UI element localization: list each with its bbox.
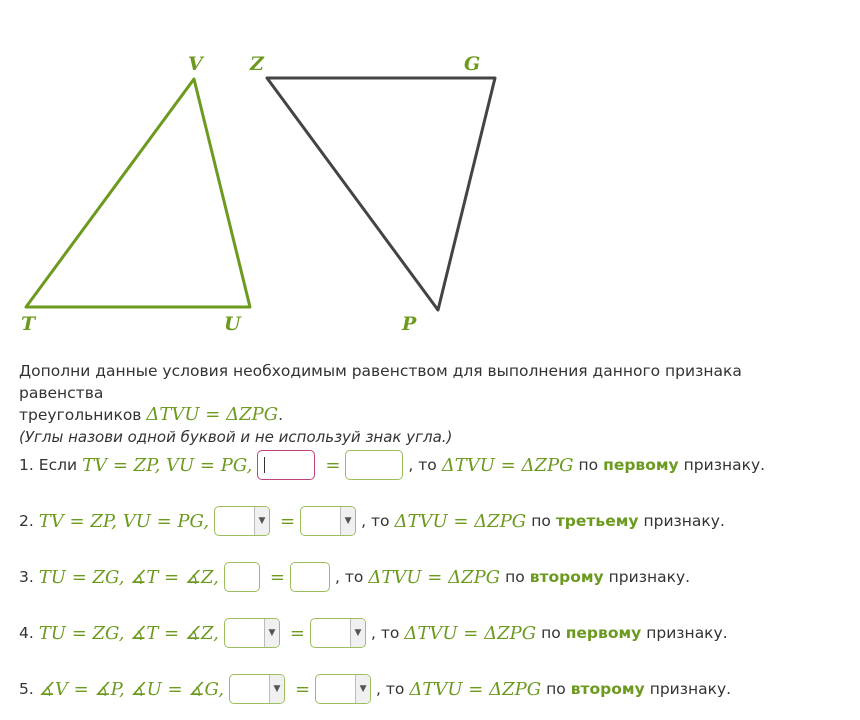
row-conditions: ∡V = ∡P, ∡U = ∡G, [38,678,224,700]
vertex-label-g: G [464,53,481,75]
equals-sign: = [280,510,296,532]
task-row-3 [19,560,695,594]
equals-sign: = [325,454,341,476]
triangle-zpg [267,78,495,310]
task-row-4 [19,616,733,650]
equals-sign: = [289,622,305,644]
row-congruence: ΔTVU = ΔZPG [368,566,501,588]
chevron-down-icon[interactable]: ▼ [264,619,279,647]
prompt-line-1: Дополни данные условия необходимым равенством для выполнения данного признака равенства [19,362,742,402]
row-tail: признаку. [646,624,728,642]
prompt-line-2 [19,404,819,426]
answer-select-left[interactable] [224,618,280,648]
row-congruence: ΔTVU = ΔZPG [404,622,537,644]
row-po: по [505,568,525,586]
triangle-tvu [26,79,250,307]
row-conditions: TU = ZG, ∡T = ∡Z, [38,622,219,644]
prompt-line-2-prefix: треугольников [19,406,142,424]
answer-select-left[interactable] [229,674,285,704]
triangles-figure [0,0,860,345]
row-criterion: первому [565,624,642,642]
row-then: , то [408,456,437,474]
answer-input-right[interactable] [290,562,330,592]
row-tail: признаку. [649,680,732,698]
row-number: 5. [19,680,34,698]
answer-select-right[interactable] [300,506,356,536]
answer-input-left[interactable] [257,450,315,480]
row-tail: признаку. [643,512,725,530]
row-congruence: ΔTVU = ΔZPG [441,454,574,476]
row-lead: Если [38,456,78,474]
task-row-2 [19,504,730,538]
answer-select-right[interactable] [310,618,366,648]
task-row-1 [19,448,770,482]
row-criterion: третьему [555,512,639,530]
equals-sign: = [294,678,311,700]
row-conditions: TV = ZP, VU = PG, [82,454,253,476]
row-tail: признаку. [608,568,691,586]
row-number: 1. [19,456,34,474]
vertex-label-z: Z [250,53,264,75]
chevron-down-icon[interactable]: ▼ [350,619,365,647]
vertex-label-t: T [21,313,36,335]
row-number: 2. [19,512,34,530]
row-then: , то [371,624,400,642]
answer-select-right[interactable] [315,674,371,704]
row-number: 3. [19,568,34,586]
chevron-down-icon[interactable]: ▼ [355,675,370,703]
row-po: по [546,680,566,698]
answer-input-right[interactable] [345,450,403,480]
prompt-line-2-suffix: . [278,406,284,424]
prompt-hint: (Углы назови одной буквой и не используй знак угла.) [19,428,453,446]
row-conditions: TU = ZG, ∡T = ∡Z, [38,566,219,588]
row-conditions: TV = ZP, VU = PG, [38,510,210,532]
row-tail: признаку. [683,456,766,474]
row-then: , то [376,680,405,698]
task-prompt [19,360,819,448]
row-congruence: ΔTVU = ΔZPG [394,510,527,532]
row-number: 4. [19,624,34,642]
answer-select-left[interactable] [214,506,270,536]
task-row-5 [19,672,736,706]
equals-sign: = [269,566,285,588]
row-then: , то [361,512,390,530]
chevron-down-icon[interactable]: ▼ [340,507,355,535]
chevron-down-icon[interactable]: ▼ [254,507,269,535]
row-congruence: ΔTVU = ΔZPG [409,678,542,700]
answer-input-left[interactable] [224,562,260,592]
vertex-label-p: P [402,313,417,335]
row-criterion: второму [529,568,604,586]
row-then: , то [335,568,364,586]
row-criterion: первому [603,456,679,474]
row-criterion: второму [570,680,645,698]
row-po: по [578,456,599,474]
row-po: по [541,624,561,642]
prompt-congruence: ΔTVU = ΔZPG [146,404,279,425]
vertex-label-u: U [224,313,241,335]
row-po: по [531,512,551,530]
vertex-label-v: V [188,53,203,75]
chevron-down-icon[interactable]: ▼ [269,675,284,703]
